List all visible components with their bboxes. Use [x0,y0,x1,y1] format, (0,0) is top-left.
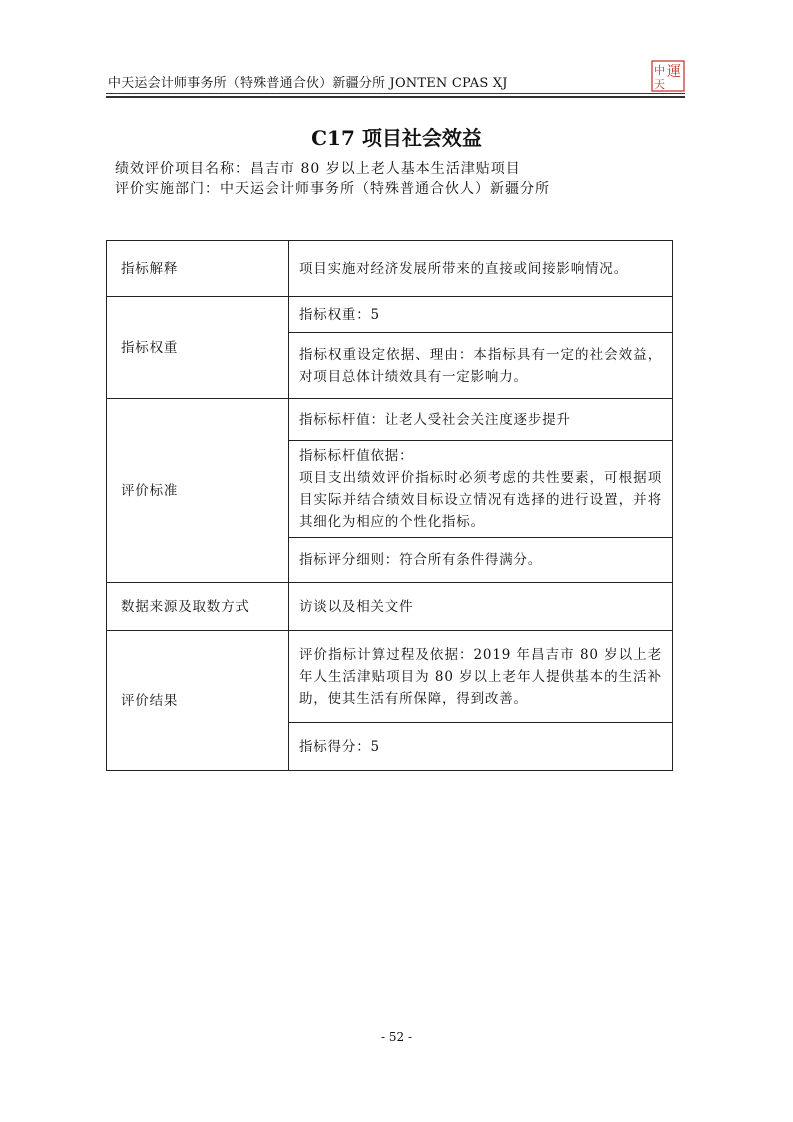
svg-text:中: 中 [654,64,665,77]
row-label-data-source: 数据来源及取数方式 [107,583,289,631]
benchmark-value: 指标标杆值：让老人受社会关注度逐步提升 [289,399,673,441]
svg-text:運: 運 [667,64,681,80]
benchmark-basis-title: 指标标杆值依据： [299,448,414,464]
table-row [107,241,673,297]
document-title: C17 项目社会效益 [311,126,482,150]
project-name-label: 绩效评价项目名称： [115,161,250,177]
indicator-weight-value: 指标权重：5 [289,297,673,333]
indicator-score: 指标得分：5 [289,723,673,771]
table-row [107,631,673,723]
row-label-evaluation-standard: 评价标准 [107,399,289,583]
project-name-line [115,158,521,178]
row-label-indicator-explain: 指标解释 [107,241,289,297]
evaluation-dept-line [115,178,550,198]
page-number: - 52 - [380,1030,412,1044]
svg-text:天: 天 [654,78,665,91]
benchmark-basis-cell [289,441,673,538]
table-row [107,297,673,333]
row-label-indicator-weight: 指标权重 [107,297,289,399]
header-rule-thick [106,96,685,98]
evaluation-dept-value: 中天运会计师事务所（特殊普通合伙人）新疆分所 [220,181,550,197]
scoring-rules: 指标评分细则：符合所有条件得满分。 [289,538,673,583]
header-text: 中天运会计师事务所（特殊普通合伙）新疆分所 JONTEN CPAS XJ [108,76,508,91]
evaluation-dept-label: 评价实施部门： [115,181,220,197]
table-row [107,399,673,441]
table-row [107,583,673,631]
indicator-weight-basis: 指标权重设定依据、理由：本指标具有一定的社会效益，对项目总体计绩效具有一定影响力。 [289,333,673,399]
indicator-explain-content: 项目实施对经济发展所带来的直接或间接影响情况。 [289,241,673,297]
evaluation-table [106,240,673,771]
header-rule [106,93,685,94]
data-source-content: 访谈以及相关文件 [289,583,673,631]
company-logo [651,60,685,92]
row-label-evaluation-result: 评价结果 [107,631,289,771]
evaluation-process: 评价指标计算过程及依据：2019 年昌吉市 80 岁以上老年人生活津贴项目为 80 岁以上老年人提供基本的生活补助，使其生活有所保障，得到改善。 [289,631,673,723]
benchmark-basis-text: 项目支出绩效评价指标时必须考虑的共性要素，可根据项目实际并结合绩效目标设立情况有选择的进行设置，并将其细化为相应的个性化指标。 [299,470,662,530]
project-name-value: 昌吉市 80 岁以上老人基本生活津贴项目 [250,161,521,177]
